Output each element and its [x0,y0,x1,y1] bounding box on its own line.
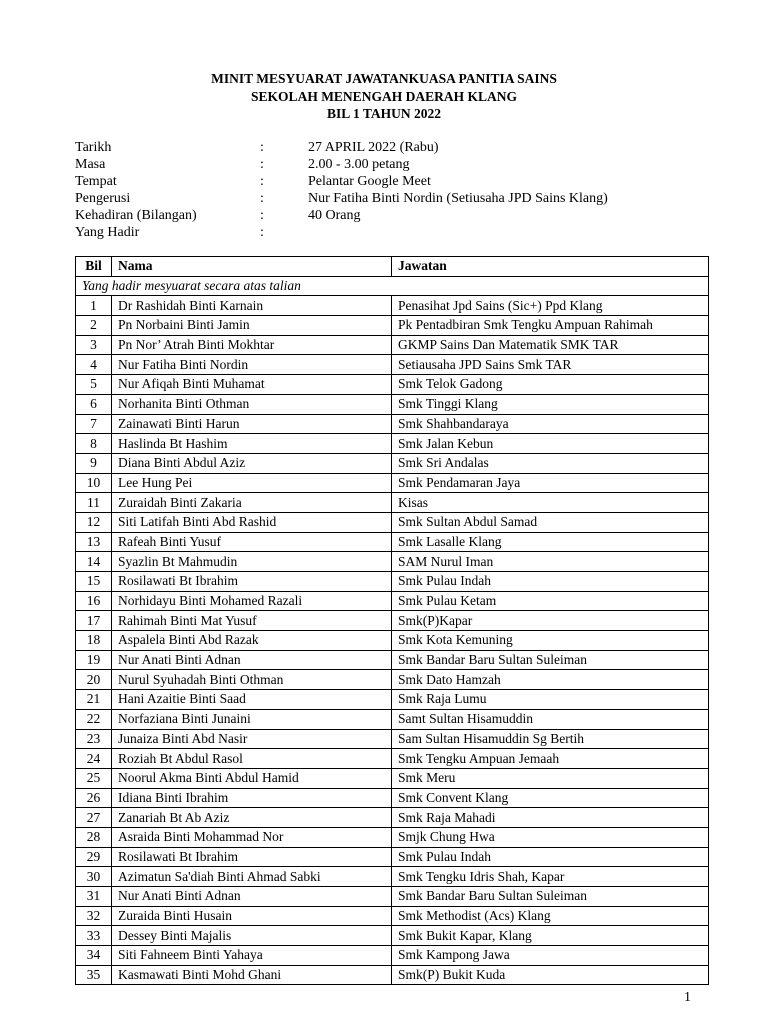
row-number: 4 [76,355,112,375]
attendee-position: Smk Bandar Baru Sultan Suleiman [392,887,709,907]
table-row [76,414,709,434]
row-number: 24 [76,749,112,769]
table-row [76,316,709,336]
row-number: 33 [76,926,112,946]
meta-label: Yang Hadir [75,225,140,240]
attendee-position: Smk Convent Klang [392,788,709,808]
row-number: 34 [76,946,112,966]
attendee-position: Smjk Chung Hwa [392,827,709,847]
row-number: 18 [76,631,112,651]
row-number: 22 [76,709,112,729]
row-number: 23 [76,729,112,749]
attendee-name: Nur Fatiha Binti Nordin [112,355,392,375]
attendee-name: Azimatun Sa'diah Binti Ahmad Sabki [112,867,392,887]
page-number: 1 [684,990,691,1005]
table-row [76,552,709,572]
attendee-position: Smk Raja Mahadi [392,808,709,828]
row-number: 9 [76,453,112,473]
attendee-position: Smk Pulau Indah [392,572,709,592]
attendee-name: Rosilawati Bt Ibrahim [112,847,392,867]
table-row [76,946,709,966]
section-label: Yang hadir mesyuarat secara atas talian [76,276,709,296]
attendee-name: Lee Hung Pei [112,473,392,493]
attendee-position: Smk Jalan Kebun [392,434,709,454]
row-number: 8 [76,434,112,454]
table-row [76,867,709,887]
attendee-position: Smk(P)Kapar [392,611,709,631]
row-number: 16 [76,591,112,611]
attendee-position: GKMP Sains Dan Matematik SMK TAR [392,335,709,355]
table-row [76,788,709,808]
row-number: 27 [76,808,112,828]
attendee-position: Smk Tengku Ampuan Jemaah [392,749,709,769]
attendee-position: Smk Bukit Kapar, Klang [392,926,709,946]
table-row [76,690,709,710]
table-row [76,355,709,375]
column-header-nama: Nama [112,257,392,277]
table-row [76,847,709,867]
row-number: 10 [76,473,112,493]
attendee-position: SAM Nurul Iman [392,552,709,572]
attendee-name: Idiana Binti Ibrahim [112,788,392,808]
table-row [76,887,709,907]
attendee-position: Smk Lasalle Klang [392,532,709,552]
table-row [76,965,709,985]
table-row [76,611,709,631]
row-number: 21 [76,690,112,710]
attendee-name: Rosilawati Bt Ibrahim [112,572,392,592]
table-row [76,512,709,532]
attendee-position: Smk Dato Hamzah [392,670,709,690]
column-header-bil: Bil [76,257,112,277]
attendee-name: Aspalela Binti Abd Razak [112,631,392,651]
attendee-position: Smk Pendamaran Jaya [392,473,709,493]
attendee-name: Zanariah Bt Ab Aziz [112,808,392,828]
meta-value: 27 APRIL 2022 (Rabu) [308,140,439,155]
attendee-name: Norfaziana Binti Junaini [112,709,392,729]
meta-value: 40 Orang [308,208,361,223]
attendee-name: Nur Anati Binti Adnan [112,887,392,907]
attendee-name: Diana Binti Abdul Aziz [112,453,392,473]
row-number: 15 [76,572,112,592]
table-row [76,650,709,670]
meta-label: Kehadiran (Bilangan) [75,208,197,223]
table-row [76,729,709,749]
meta-colon: : [260,174,264,189]
meta-colon: : [260,225,264,240]
attendee-position: Smk Methodist (Acs) Klang [392,906,709,926]
meta-label: Tempat [75,174,117,189]
attendee-name: Siti Fahneem Binti Yahaya [112,946,392,966]
attendee-name: Zainawati Binti Harun [112,414,392,434]
attendee-position: Smk Sultan Abdul Samad [392,512,709,532]
table-row [76,709,709,729]
attendee-position: Smk Raja Lumu [392,690,709,710]
attendee-name: Dr Rashidah Binti Karnain [112,296,392,316]
attendee-name: Nur Anati Binti Adnan [112,650,392,670]
row-number: 13 [76,532,112,552]
table-row [76,335,709,355]
row-number: 12 [76,512,112,532]
table-row [76,827,709,847]
column-header-jawatan: Jawatan [392,257,709,277]
section-row [76,276,709,296]
attendee-position: Smk Bandar Baru Sultan Suleiman [392,650,709,670]
row-number: 11 [76,493,112,513]
attendee-position: Sam Sultan Hisamuddin Sg Bertih [392,729,709,749]
attendee-name: Nurul Syuhadah Binti Othman [112,670,392,690]
attendee-name: Rahimah Binti Mat Yusuf [112,611,392,631]
attendee-name: Noorul Akma Binti Abdul Hamid [112,768,392,788]
attendee-position: Smk Tinggi Klang [392,394,709,414]
table-row [76,296,709,316]
row-number: 30 [76,867,112,887]
row-number: 6 [76,394,112,414]
attendee-name: Kasmawati Binti Mohd Ghani [112,965,392,985]
row-number: 17 [76,611,112,631]
table-row [76,768,709,788]
attendee-name: Norhidayu Binti Mohamed Razali [112,591,392,611]
row-number: 26 [76,788,112,808]
attendee-name: Rafeah Binti Yusuf [112,532,392,552]
meta-label: Tarikh [75,140,112,155]
table-row [76,808,709,828]
table-row [76,591,709,611]
table-row [76,631,709,651]
meta-colon: : [260,157,264,172]
table-row [76,493,709,513]
attendee-name: Roziah Bt Abdul Rasol [112,749,392,769]
table-header-row [76,257,709,277]
attendee-name: Asraida Binti Mohammad Nor [112,827,392,847]
attendee-name: Dessey Binti Majalis [112,926,392,946]
row-number: 1 [76,296,112,316]
attendee-name: Zuraida Binti Husain [112,906,392,926]
row-number: 32 [76,906,112,926]
table-row [76,926,709,946]
attendee-name: Norhanita Binti Othman [112,394,392,414]
meta-colon: : [260,140,264,155]
row-number: 14 [76,552,112,572]
attendee-name: Pn Nor’ Atrah Binti Mokhtar [112,335,392,355]
attendee-name: Junaiza Binti Abd Nasir [112,729,392,749]
table-row [76,473,709,493]
meta-value: 2.00 - 3.00 petang [308,157,410,172]
attendee-position: Smk Pulau Indah [392,847,709,867]
row-number: 2 [76,316,112,336]
row-number: 7 [76,414,112,434]
row-number: 35 [76,965,112,985]
meta-value: Pelantar Google Meet [308,174,431,189]
table-row [76,749,709,769]
row-number: 5 [76,375,112,395]
meta-label: Masa [75,157,106,172]
attendee-position: Smk Kampong Jawa [392,946,709,966]
row-number: 31 [76,887,112,907]
meta-colon: : [260,191,264,206]
meta-label: Pengerusi [75,191,131,206]
row-number: 3 [76,335,112,355]
attendee-name: Zuraidah Binti Zakaria [112,493,392,513]
table-row [76,532,709,552]
row-number: 20 [76,670,112,690]
attendee-position: Smk Sri Andalas [392,453,709,473]
attendee-position: Smk Tengku Idris Shah, Kapar [392,867,709,887]
row-number: 28 [76,827,112,847]
table-row [76,572,709,592]
attendee-position: Pk Pentadbiran Smk Tengku Ampuan Rahimah [392,316,709,336]
meta-colon: : [260,208,264,223]
table-row [76,434,709,454]
attendee-position: Kisas [392,493,709,513]
table-row [76,453,709,473]
attendee-position: Smk(P) Bukit Kuda [392,965,709,985]
attendee-position: Smk Pulau Ketam [392,591,709,611]
row-number: 29 [76,847,112,867]
attendee-position: Setiausaha JPD Sains Smk TAR [392,355,709,375]
table-row [76,394,709,414]
attendee-position: Samt Sultan Hisamuddin [392,709,709,729]
attendee-name: Siti Latifah Binti Abd Rashid [112,512,392,532]
attendee-position: Smk Kota Kemuning [392,631,709,651]
document-title: MINIT MESYUARAT JAWATANKUASA PANITIA SAINS [211,71,557,86]
attendee-name: Hani Azaitie Binti Saad [112,690,392,710]
document-issue: BIL 1 TAHUN 2022 [327,106,441,121]
document-subtitle: SEKOLAH MENENGAH DAERAH KLANG [251,89,517,104]
attendee-name: Nur Afiqah Binti Muhamat [112,375,392,395]
meta-value: Nur Fatiha Binti Nordin (Setiusaha JPD Sains Klang) [308,191,608,206]
attendee-name: Syazlin Bt Mahmudin [112,552,392,572]
attendee-name: Pn Norbaini Binti Jamin [112,316,392,336]
table-row [76,670,709,690]
table-row [76,906,709,926]
attendance-table [75,256,709,985]
row-number: 25 [76,768,112,788]
row-number: 19 [76,650,112,670]
attendee-position: Smk Meru [392,768,709,788]
attendee-position: Smk Shahbandaraya [392,414,709,434]
attendee-position: Smk Telok Gadong [392,375,709,395]
table-row [76,375,709,395]
attendee-position: Penasihat Jpd Sains (Sic+) Ppd Klang [392,296,709,316]
attendee-name: Haslinda Bt Hashim [112,434,392,454]
